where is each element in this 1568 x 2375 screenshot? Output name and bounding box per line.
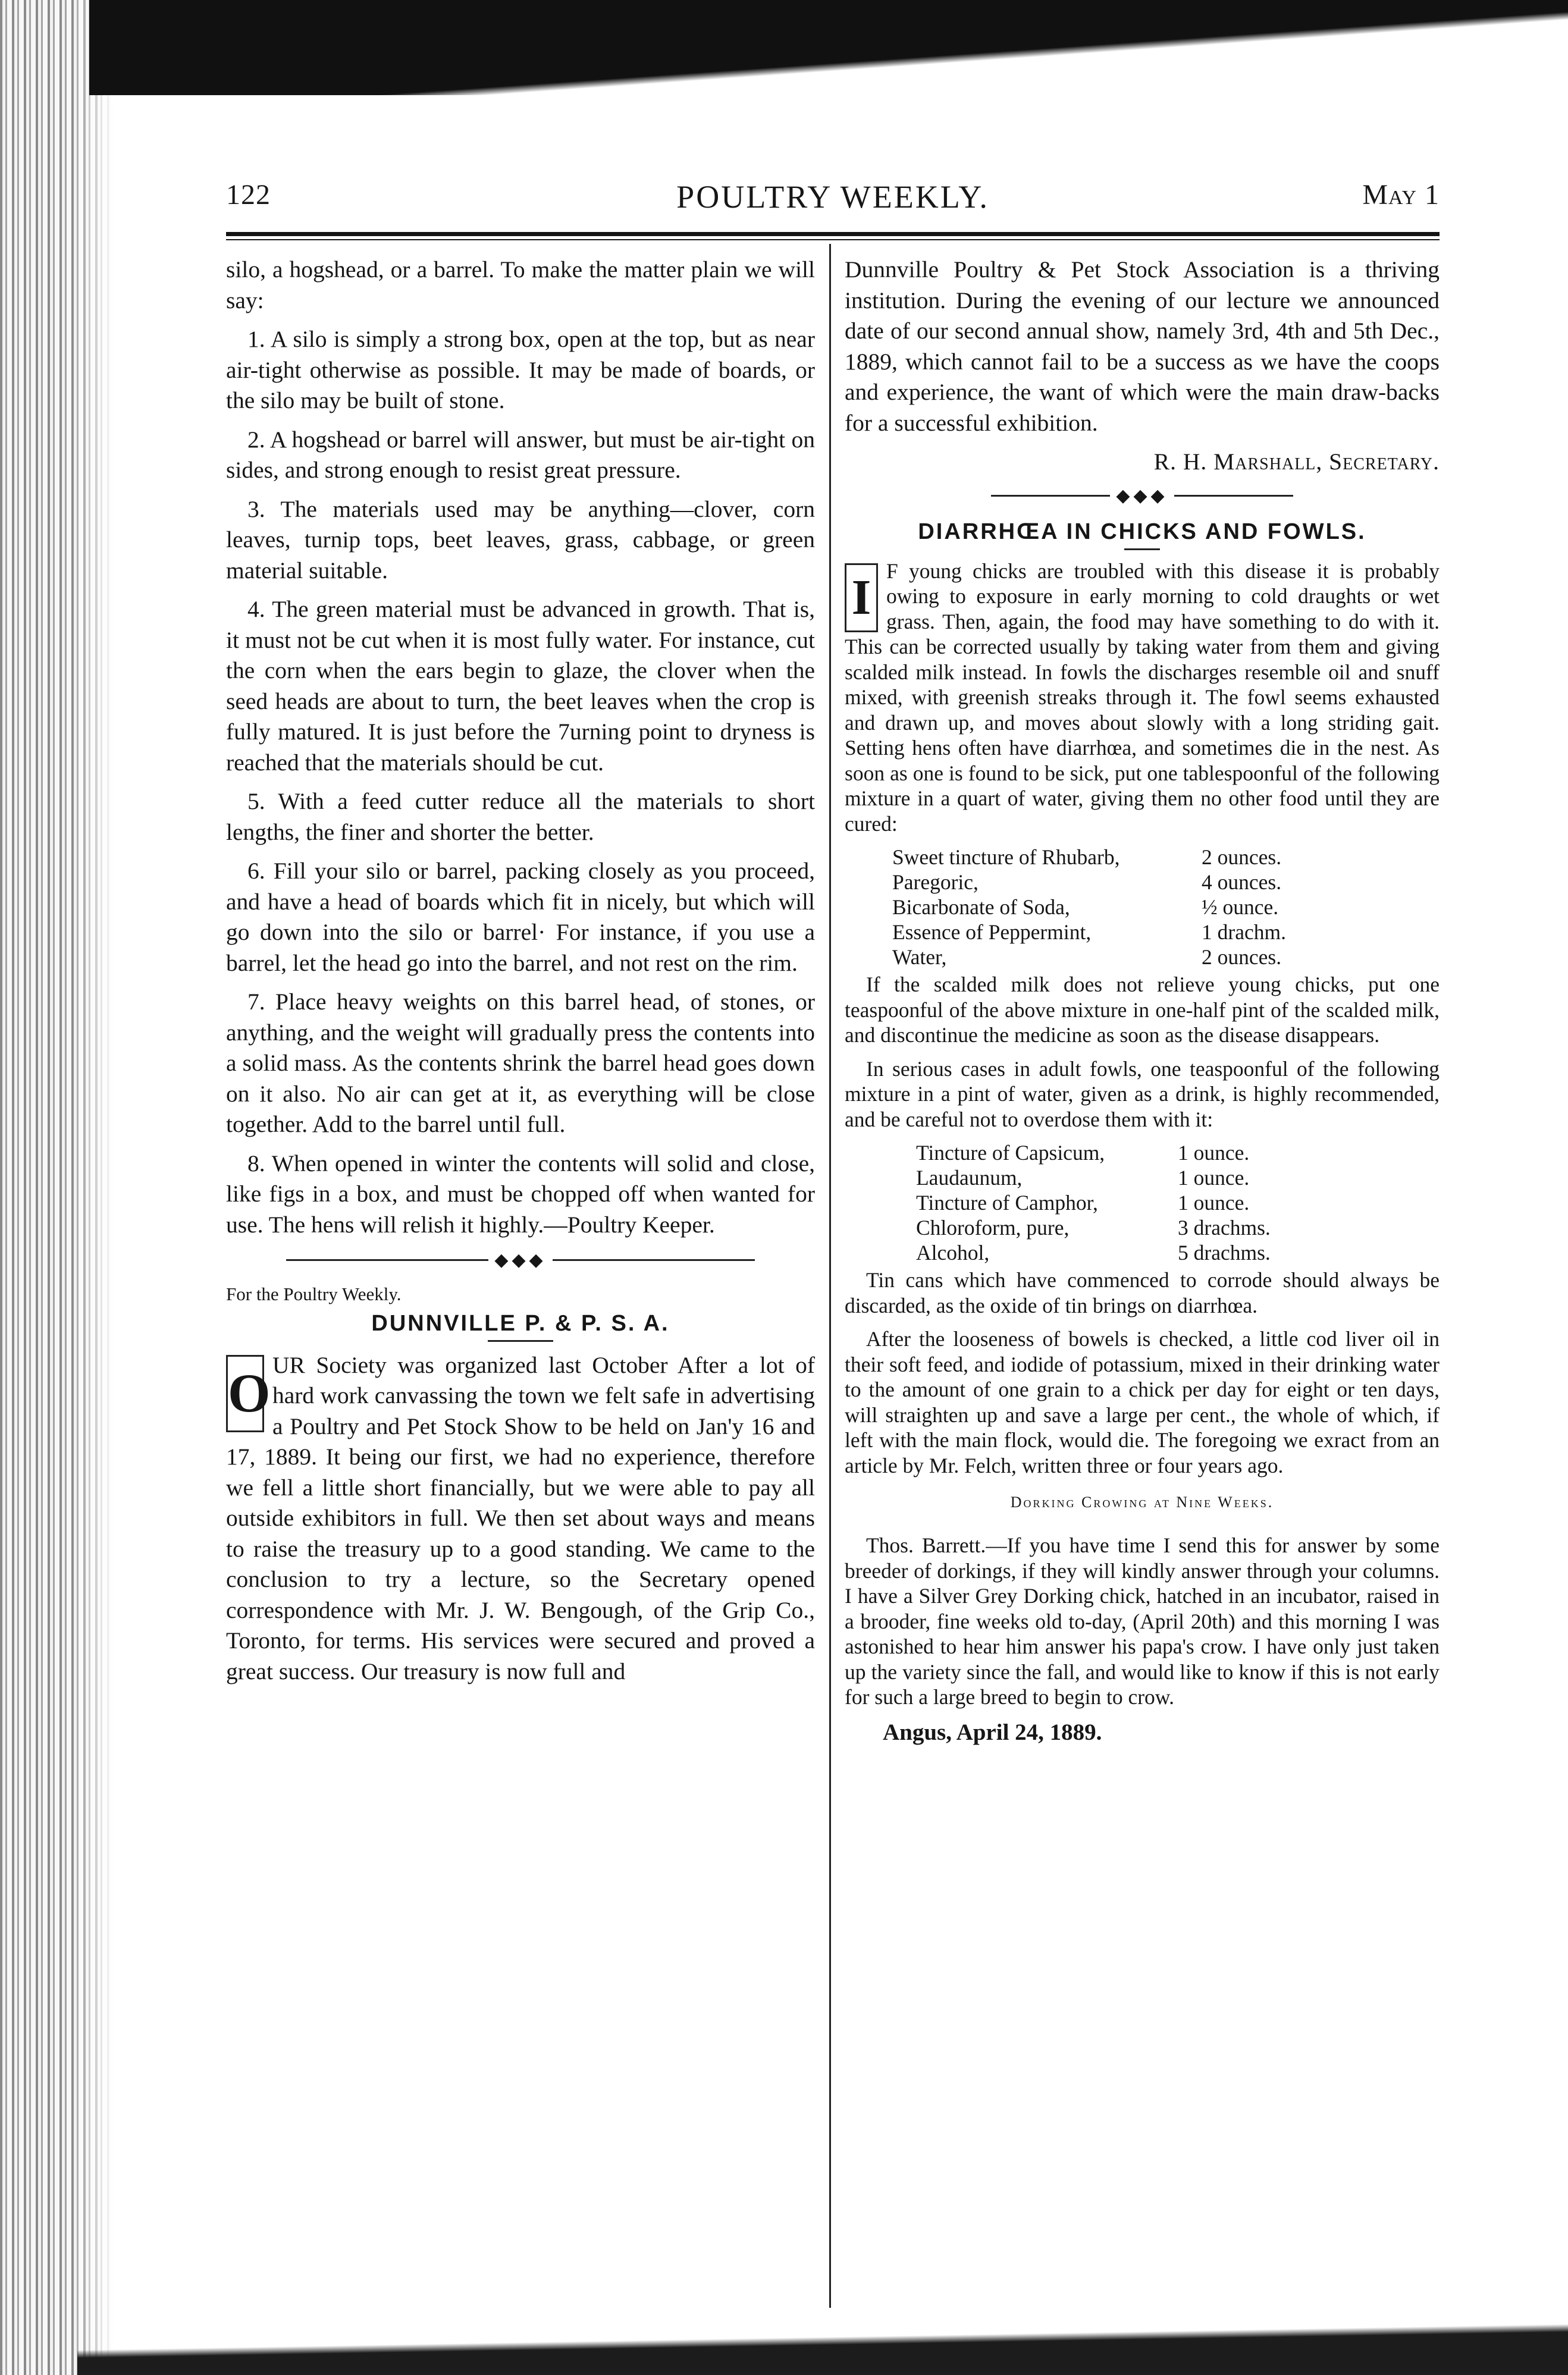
- right-column: [845, 255, 1440, 1747]
- dunnville-body: UR Society was organized last October After a lot of hard work canvassing the town we felt safe in advertising a Poultry and Pet Stock Show to be held on Jan'y 16 and 17, 1889. It being our first, we had no experience, therefore we fell a little short financially, but we were able to pay all outside exhibitors in full. We then set about ways and means to raise the treasury up to a good standing. We came to the conclusion to try a lecture, so the Secretary opened correspondence with Mr. J. W. Bengough, of the Grip Co., Toronto, for terms. His services were secured and proved a great success. Our treasury is now full and: [226, 1351, 815, 1684]
- recipe-item: Chloroform, pure,: [916, 1216, 1070, 1240]
- dunnville-continued: Dunnville Poultry & Pet Stock Association is a thriving institution. During the evening of our lecture we announced date of our second annual show, namely 3rd, 4th and 5th Dec., 1889, which cannot fail to be a success as we have the coops and experience, the want of which were the main draw-backs for a successful exhibition.: [845, 256, 1440, 436]
- recipe-row: [892, 920, 1286, 945]
- secretary-signature: R. H. Marshall, Secretary.: [1153, 448, 1440, 475]
- recipe-amount: 5 drachms.: [1178, 1241, 1271, 1265]
- recipe-row: [892, 945, 1286, 970]
- recipe-row: [916, 1240, 1271, 1265]
- recipe-amount: ½ ounce.: [1202, 895, 1279, 920]
- silo-step-8: 8. When opened in winter the contents will solid and close, like figs in a box, and must be chopped off when wanted for use. The hens will relish it highly.—Poultry Keeper.: [226, 1150, 815, 1238]
- journal-title: POULTRY WEEKLY.: [676, 179, 989, 215]
- column-divider: [829, 244, 831, 2308]
- silo-step-5: 5. With a feed cutter reduce all the materials to short lengths, the finer and shorter the better.: [226, 788, 815, 845]
- left-column: [226, 255, 815, 1695]
- recipe-amount: 1 ounce.: [1178, 1141, 1250, 1165]
- recipe-one-table: [892, 845, 1286, 970]
- recipe-item: Tincture of Camphor,: [916, 1191, 1098, 1215]
- after-recipe-one: If the scalded milk does not relieve young chicks, put one teaspoonful of the above mixture in one-half pint of the scalded milk, and discontinue the medicine as soon as the disease disappears.: [845, 972, 1440, 1047]
- silo-step-1: 1. A silo is simply a strong box, open at the top, but as near air-tight otherwise as possible. It may be made of boards, or the silo may be built of stone.: [226, 326, 815, 413]
- dunnville-dropcap: O: [226, 1355, 264, 1432]
- newspaper-page: [226, 155, 1440, 2320]
- dunnville-article: [226, 1350, 815, 1687]
- recipe-two-table: [916, 1140, 1271, 1265]
- recipe-item: Essence of Peppermint,: [892, 920, 1092, 945]
- silo-step-2: 2. A hogshead or barrel will answer, but must be air-tight on sides, and strong enough to resist great pressure.: [226, 426, 815, 483]
- recipe-row: [892, 845, 1286, 870]
- recipe-amount: 4 ounces.: [1202, 870, 1282, 895]
- recipe-row: [892, 870, 1286, 895]
- recipe-amount: 1 drachm.: [1202, 920, 1286, 945]
- section-ornament: ◆◆◆: [226, 1248, 815, 1270]
- running-head: [226, 178, 1440, 226]
- dorking-body: Thos. Barrett.—If you have time I send this for answer by some breeder of dorkings, if they will kindly answer through your columns. I have a Silver Grey Dorking chick, hatched in an incubator, raised in a brooder, fine weeks old to-day, (April 20th) and this morning I was astonished to hear him answer his papa's crow. I have only just taken up the variety since the fall, and would like to know if this is not early for such a large breed to begin to crow.: [845, 1533, 1440, 1709]
- scan-top-edge: [89, 0, 1568, 95]
- dorking-dateline: Angus, April 24, 1889.: [883, 1719, 1102, 1745]
- recipe-row: [916, 1165, 1271, 1190]
- silo-step-3: 3. The materials used may be anything—clover, corn leaves, turnip tops, beet leaves, grass, cabbage, or green material suitable.: [226, 495, 815, 583]
- recipe-amount: 2 ounces.: [1202, 945, 1282, 970]
- scan-bottom-edge: [77, 2323, 1568, 2375]
- tin-cans-note: Tin cans which have commenced to corrode should always be discarded, as the oxide of tin brings on diarrhœa.: [845, 1268, 1440, 1317]
- dorking-headline: Dorking Crowing at Nine Weeks.: [1010, 1494, 1274, 1511]
- issue-date: May 1: [1362, 179, 1440, 211]
- recipe-item: Alcohol,: [916, 1241, 990, 1265]
- page-number: 122: [226, 179, 271, 211]
- recipe-item: Laudaunum,: [916, 1166, 1023, 1190]
- header-rule-thin: [226, 239, 1440, 240]
- diarrhoea-dropcap: I: [845, 563, 878, 632]
- dunnville-headline: DUNNVILLE P. & P. S. A.: [371, 1310, 670, 1336]
- after-looseness: After the looseness of bowels is checked, a little cod liver oil in their soft feed, and iodide of potassium, mixed in their drinking water to the amount of one grain to a chick per day for eight or ten days, will straighten up and save a large per cent., the whole of which, if left with the main flock, would die. The foregoing we exract from an article by Mr. Felch, written three or four years ago.: [845, 1327, 1440, 1477]
- recipe-amount: 1 ounce.: [1178, 1191, 1250, 1215]
- section-ornament-right: ◆◆◆: [845, 484, 1440, 506]
- contribution-kicker: For the Poultry Weekly.: [226, 1283, 402, 1304]
- scan-left-edge: [0, 0, 113, 2375]
- diarrhoea-headline: DIARRHŒA IN CHICKS AND FOWLS.: [918, 519, 1366, 544]
- recipe-amount: 3 drachms.: [1178, 1216, 1271, 1240]
- diarrhoea-article: [845, 559, 1440, 837]
- silo-step-4: 4. The green material must be advanced in growth. That is, it must not be cut when it is most fully water. For instance, cut the corn when the ears begin to glaze, the clover when the seed heads are about to turn, the beet leaves when the crop is fully matured. It is just before the 7urning point to dryness is reached that the materials should be cut.: [226, 596, 815, 776]
- silo-step-7: 7. Place heavy weights on this barrel head, of stones, or anything, and the weight will gradually press the contents into a solid mass. As the contents shrink the barrel head goes down on it also. No air can get at it, as everything will be close together. Add to the barrel until full.: [226, 989, 815, 1137]
- silo-opening: silo, a hogshead, or a barrel. To make the matter plain we will say:: [226, 256, 815, 313]
- recipe-row: [916, 1190, 1271, 1215]
- recipe-item: Bicarbonate of Soda,: [892, 895, 1070, 920]
- header-rule-thick: [226, 232, 1440, 236]
- recipe-item: Tincture of Capsicum,: [916, 1141, 1105, 1165]
- recipe-item: Sweet tincture of Rhubarb,: [892, 845, 1120, 870]
- recipe-amount: 2 ounces.: [1202, 845, 1282, 870]
- silo-step-6: 6. Fill your silo or barrel, packing closely as you proceed, and have a head of boards which fit in nicely, but which will go down into the silo or barrel· For instance, if you use a barrel, let the head go into the barrel, and not rest on the rim.: [226, 858, 815, 976]
- recipe-item: Paregoric,: [892, 870, 979, 895]
- serious-cases: In serious cases in adult fowls, one teaspoonful of the following mixture in a pint of water, given as a drink, is highly recommended, and be careful not to overdose them with it:: [845, 1056, 1440, 1131]
- recipe-row: [916, 1215, 1271, 1240]
- recipe-row: [916, 1140, 1271, 1165]
- recipe-item: Water,: [892, 945, 947, 970]
- recipe-amount: 1 ounce.: [1178, 1166, 1250, 1190]
- headline-rule: [488, 1340, 553, 1342]
- recipe-row: [892, 895, 1286, 920]
- diarrhoea-intro: F young chicks are troubled with this disease it is probably owing to exposure in early morning to cold draughts or wet grass. Then, again, the food may have something to do with it. This can be corrected usually by taking water from them and giving scalded milk instead. In fowls the discharges resemble oil and snuff mixed, with greenish streaks through it. The fowl seems exhausted and drawn up, and moves about slowly with a long striding gait. Setting hens often have diarrhœa, and sometimes die in the nest. As soon as one is found to be sick, put one tablespoonful of the following mixture in a quart of water, giving them no other food until they are cured:: [845, 559, 1440, 836]
- diarrhoea-rule: [1124, 548, 1160, 550]
